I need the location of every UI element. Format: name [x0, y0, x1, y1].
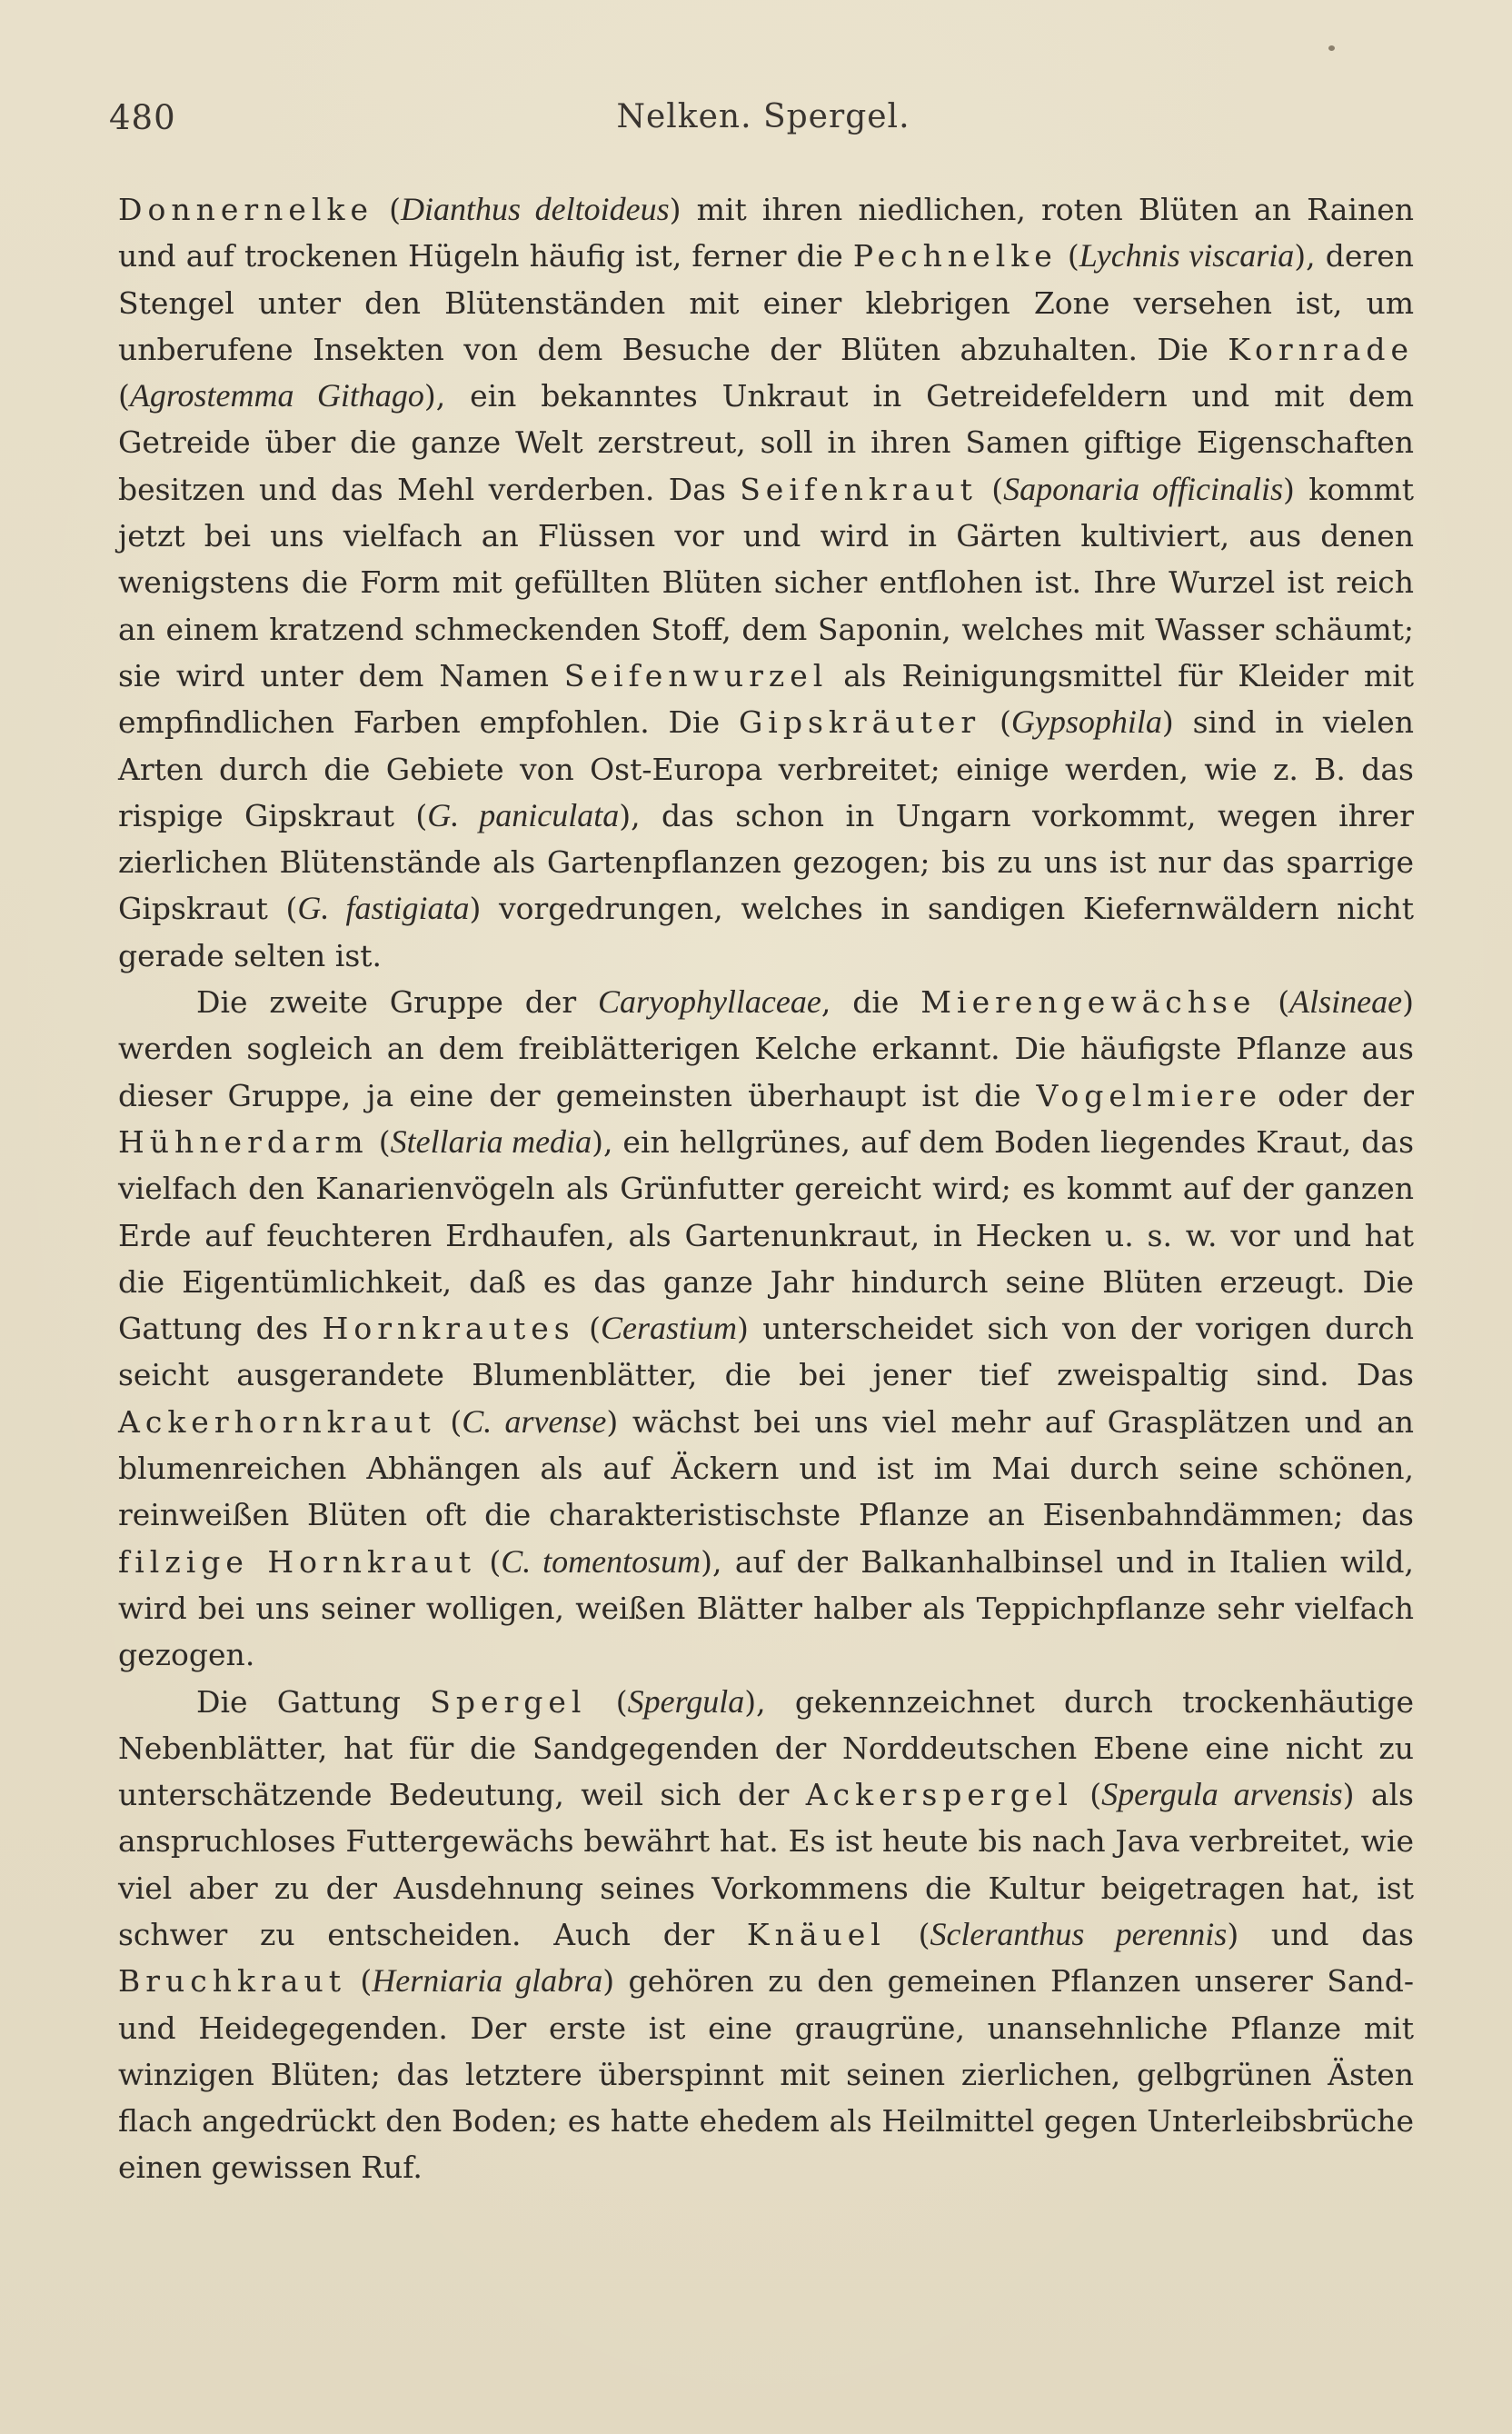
running-title: Nelken. Spergel. — [616, 98, 910, 135]
text-run: ) als anspruchloses Futtergewächs bewährt hat. Es ist heute bis nach Java verbreitet, wie viel aber zu der Ausdehnung seines Vorkommens die Kultur beigetragen hat, ist schwer zu entscheiden. Auch der — [118, 1777, 1414, 1952]
text-run: ) sind in vielen Arten durch die Gebiete von Ost-Europa verbreitet; einige werden, wie z. B. das rispige Gipskraut ( — [118, 704, 1414, 833]
text-run: ), gekennzeichnet durch trockenhäutige Nebenblätter, hat für die Sandgegenden der Norddeutschen Ebene eine nicht zu unterschätzende Bedeutung, weil sich der — [118, 1683, 1414, 1813]
emphasized-term: filzige Hornkraut — [118, 1543, 476, 1580]
text-run: als Reinigungsmittel für Kleider mit empfindlichen Farben empfohlen. Die — [118, 657, 1414, 741]
text-run: ) unterscheidet sich von der vorigen durch seicht ausgerandete Blumenblätter, die bei jener tief zweispaltig sind. Das — [118, 1311, 1415, 1393]
emphasized-term: Vogelmiere — [1036, 1077, 1263, 1113]
text-run: ( — [586, 1683, 628, 1720]
ink-spot — [1328, 45, 1335, 51]
text-run: ) und das — [1227, 1916, 1414, 1952]
text-run: ( — [475, 1543, 502, 1580]
latin-name: Stellaria media — [390, 1122, 592, 1160]
emphasized-term: Seifenwurzel — [563, 657, 829, 693]
text-run: ), deren Stengel unter den Blütenständen mit einer klebrigen Zone versehen ist, um unberufene Insekten von dem Besuche der Blüten abzuhalten. Die — [118, 238, 1414, 367]
text-run: ( — [574, 1311, 601, 1347]
emphasized-term: Hornkrautes — [322, 1311, 575, 1347]
latin-name: Gypsophila — [1010, 703, 1162, 741]
text-run: ( — [435, 1403, 463, 1440]
paragraph — [118, 979, 1414, 1678]
text-run: Die Gattung — [196, 1683, 431, 1720]
text-run: ), ein bekanntes Unkraut in Getreidefeldern und mit dem Getreide über die ganze Welt zerstreut, soll in ihren Samen giftige Eigenschaften besitzen und das Mehl verderben. Das — [118, 378, 1414, 507]
text-run: ( — [373, 192, 401, 227]
text-run: ) kommt jetzt bei uns vielfach an Flüssen vor und wird in Gärten kultiviert, aus denen wenigstens die Form mit gefüllten Blüten sicher entflohen ist. Ihre Wurzel ist reich an einem kratzend schmeckenden Stoff, dem Saponin, welches mit Wasser schäumt; sie wird unter dem Namen — [118, 471, 1414, 693]
emphasized-term: Pechnelke — [852, 238, 1058, 274]
text-run: ) vorgedrungen, welches in sandigen Kiefernwäldern nicht gerade selten ist. — [118, 891, 1414, 973]
page-header — [109, 98, 1418, 153]
paragraph — [118, 1679, 1414, 2191]
emphasized-term: Hühnerdarm — [118, 1123, 369, 1160]
text-run: ) wächst bei uns viel mehr auf Grasplätzen und an blumenreichen Abhängen als auf Äckern und ist im Mai durch seine schönen, reinweißen Blüten oft die charakteristischste Pflanze an Eisenbahndämmen; das — [118, 1403, 1414, 1533]
text-run: oder der — [1262, 1077, 1414, 1113]
latin-name: C. tomentosum — [501, 1542, 701, 1580]
text-run: ) gehören zu den gemeinen Pflanzen unserer Sand- und Heidegegenden. Der erste ist eine graugrüne, unansehnliche Pflanze mit winzigen Blüten; das letztere überspinnt mit seinen zierlichen, gelbgrünen Ästen flach angedrückt den Boden; es hatte ehedem als Heilmittel gegen Unterleibsbrüche einen gewissen Ruf. — [118, 1963, 1415, 2186]
text-run: ( — [1057, 238, 1079, 274]
emphasized-term: Mierengewächse — [920, 984, 1257, 1021]
text-run: ), auf der Balkanhalbinsel und in Italien wild, wird bei uns seiner wolligen, weißen Blätter halber als Teppichpflanze sehr vielfach gezogen. — [118, 1543, 1414, 1673]
latin-name: Spergula arvensis — [1101, 1776, 1343, 1813]
latin-name: Lychnis viscaria — [1079, 237, 1295, 274]
emphasized-term: Donnernelke — [118, 192, 373, 227]
text-run: Die zweite Gruppe der — [196, 984, 598, 1021]
emphasized-term: Kornrade — [1228, 331, 1414, 367]
text-run: , die — [821, 984, 921, 1021]
text-run: ( — [885, 1916, 930, 1952]
text-run: ), ein hellgrünes, auf dem Boden liegendes Kraut, das vielfach den Kanarienvögeln als Grünfutter gereicht wird; es kommt auf der ganzen Erde auf feuchteren Erdhaufen, als Gartenunkraut, in Hecken u. s. w. vor und hat die Eigentümlichkeit, daß es das ganze Jahr hindurch seine Blüten erzeugt. Die Gattung des — [118, 1123, 1414, 1347]
text-run: ( — [980, 704, 1011, 741]
text-run: ( — [1256, 984, 1290, 1021]
paragraph — [118, 186, 1414, 979]
emphasized-term: Gipskräuter — [738, 704, 981, 741]
latin-name: Herniaria glabra — [372, 1962, 603, 2000]
text-run: ) mit ihren niedlichen, roten Blüten an Rainen und auf trockenen Hügeln häufig ist, ferner die — [118, 192, 1414, 274]
emphasized-term: Seifenkraut — [740, 471, 978, 507]
text-run: ) werden sogleich an dem freiblätterigen Kelche erkannt. Die häufigste Pflanze aus dieser Gruppe, ja eine der gemeinsten überhaupt ist die — [118, 984, 1414, 1113]
text-run: ), das schon in Ungarn vorkommt, wegen ihrer zierlichen Blütenstände als Gartenpflanzen gezogen; bis zu uns ist nur das sparrige Gipskraut ( — [118, 797, 1414, 927]
text-run: ( — [368, 1123, 391, 1160]
latin-name: Cerastium — [600, 1310, 737, 1347]
latin-name: Agrostemma Githago — [129, 377, 424, 414]
emphasized-term: Bruchkraut — [118, 1963, 346, 2000]
text-run: ( — [345, 1963, 373, 2000]
latin-name: Scleranthus perennis — [930, 1915, 1228, 1952]
text-run: ( — [977, 471, 1004, 507]
text-run: ( — [1072, 1777, 1102, 1813]
emphasized-term: Ackerhornkraut — [118, 1403, 436, 1440]
page-number: 480 — [109, 98, 176, 137]
emphasized-term: Knäuel — [746, 1916, 886, 1952]
emphasized-term: Spergel — [430, 1683, 587, 1720]
latin-name: G. paniculata — [427, 796, 620, 833]
latin-name: Saponaria officinalis — [1003, 470, 1284, 507]
latin-name: Alsineae — [1289, 983, 1403, 1021]
latin-name: G. fastigiata — [297, 890, 470, 927]
latin-name: C. arvense — [462, 1402, 607, 1440]
latin-name: Caryophyllaceae — [597, 983, 821, 1021]
latin-name: Dianthus deltoideus — [401, 191, 670, 227]
latin-name: Spergula — [627, 1682, 745, 1720]
body-text — [118, 186, 1414, 2191]
text-run: ( — [118, 378, 130, 414]
emphasized-term: Ackerspergel — [805, 1777, 1073, 1813]
